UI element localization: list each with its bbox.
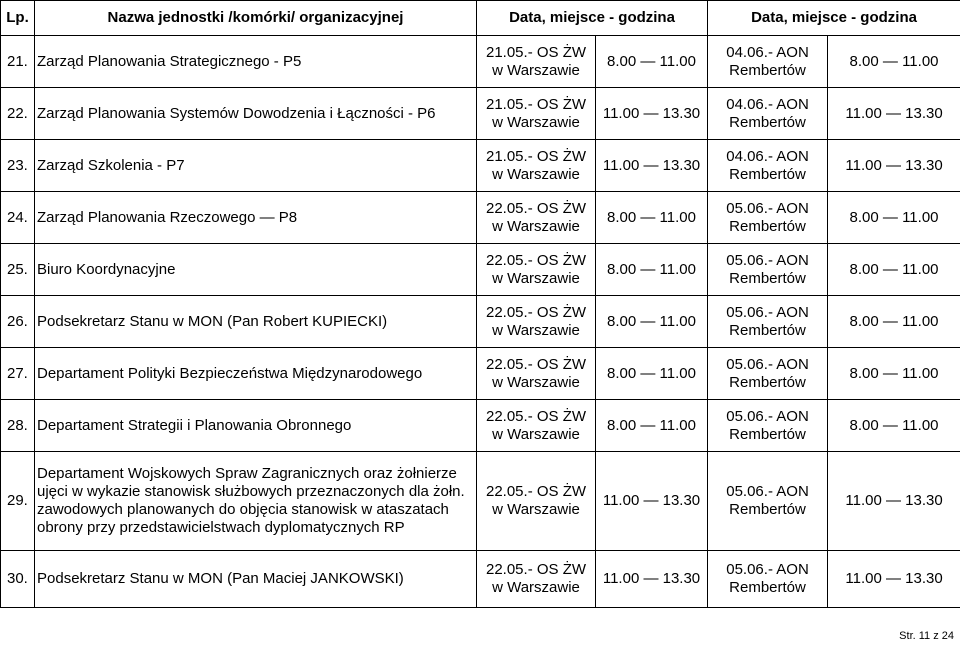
row-loc1-line2: w Warszawie: [492, 321, 580, 339]
row-loc2-line1: 04.06.- AON: [726, 43, 809, 61]
row-loc1: [477, 551, 596, 608]
row-lp: 25.: [1, 244, 35, 296]
row-name: Podsekretarz Stanu w MON (Pan Robert KUPIECKI): [35, 296, 477, 348]
row-loc1: [477, 140, 596, 192]
row-loc2: [708, 452, 828, 551]
row-loc1-line2: w Warszawie: [492, 373, 580, 391]
table-row: [1, 140, 960, 192]
row-loc2-line1: 05.06.- AON: [726, 199, 809, 217]
row-lp: 29.: [1, 452, 35, 551]
table-row: [1, 36, 960, 88]
row-loc1-line2: w Warszawie: [492, 425, 580, 443]
row-loc1-line1: 21.05.- OS ŻW: [485, 147, 587, 165]
row-time1: 11.00 — 13.30: [596, 88, 708, 140]
row-name: Zarząd Planowania Strategicznego - P5: [35, 36, 477, 88]
row-name: Departament Polityki Bezpieczeństwa Międzynarodowego: [35, 348, 477, 400]
row-time1: 11.00 — 13.30: [596, 140, 708, 192]
row-loc1: [477, 88, 596, 140]
row-loc2-line2: Rembertów: [729, 373, 806, 391]
row-loc2-line1: 05.06.- AON: [726, 407, 809, 425]
table-row: [1, 400, 960, 452]
row-loc1-line1: 21.05.- OS ŻW: [485, 43, 587, 61]
row-loc2-line2: Rembertów: [729, 321, 806, 339]
table-row: [1, 296, 960, 348]
row-time2: 8.00 — 11.00: [828, 36, 960, 88]
table-row: [1, 452, 960, 551]
row-time2: 8.00 — 11.00: [828, 296, 960, 348]
row-loc2-line2: Rembertów: [729, 61, 806, 79]
row-loc2-line2: Rembertów: [729, 113, 806, 131]
row-loc2: [708, 36, 828, 88]
row-loc2-line2: Rembertów: [729, 269, 806, 287]
row-loc1-line1: 22.05.- OS ŻW: [485, 303, 587, 321]
page-number: Str. 11 z 24: [899, 630, 954, 642]
row-loc1-line1: 22.05.- OS ŻW: [485, 483, 587, 500]
table-row: [1, 348, 960, 400]
row-lp: 27.: [1, 348, 35, 400]
row-name: Podsekretarz Stanu w MON (Pan Maciej JANKOWSKI): [35, 551, 477, 608]
row-loc1-line1: 22.05.- OS ŻW: [485, 199, 587, 217]
table-row: [1, 244, 960, 296]
row-loc2: [708, 192, 828, 244]
row-loc2-line1: 05.06.- AON: [726, 561, 809, 578]
row-time2: 8.00 — 11.00: [828, 192, 960, 244]
row-time1: 8.00 — 11.00: [596, 400, 708, 452]
row-loc2-line1: 05.06.- AON: [726, 303, 809, 321]
row-lp: 23.: [1, 140, 35, 192]
row-loc1-line2: w Warszawie: [492, 269, 580, 287]
row-loc1: [477, 244, 596, 296]
row-lp: 30.: [1, 551, 35, 608]
row-time1: 11.00 — 13.30: [596, 551, 708, 608]
row-lp: 22.: [1, 88, 35, 140]
row-name: Zarząd Planowania Rzeczowego — P8: [35, 192, 477, 244]
row-name: Departament Wojskowych Spraw Zagranicznych oraz żołnierze ujęci w wykazie stanowisk służbowych przeznaczonych dla żołn. zawodowych planowanych do objęcia stanowisk w ataszatach obrony przy przedstawicielstwach dyplomatycznych RP: [35, 452, 477, 551]
row-loc1: [477, 348, 596, 400]
row-loc1-line1: 22.05.- OS ŻW: [485, 561, 587, 578]
row-name: Zarząd Szkolenia - P7: [35, 140, 477, 192]
row-loc2-line1: 05.06.- AON: [726, 483, 809, 500]
row-loc2-line2: Rembertów: [729, 165, 806, 183]
row-loc2: [708, 551, 828, 608]
row-time1: 8.00 — 11.00: [596, 348, 708, 400]
row-time2: 8.00 — 11.00: [828, 400, 960, 452]
row-loc2: [708, 348, 828, 400]
header-lp: Lp.: [1, 1, 35, 36]
header-col-a: Data, miejsce - godzina: [477, 1, 708, 36]
row-loc1: [477, 452, 596, 551]
row-loc2: [708, 296, 828, 348]
row-loc1-line2: w Warszawie: [492, 165, 580, 183]
row-loc1-line2: w Warszawie: [492, 113, 580, 131]
row-loc2: [708, 88, 828, 140]
table-row: [1, 551, 960, 608]
row-lp: 26.: [1, 296, 35, 348]
row-time2: 11.00 — 13.30: [828, 551, 960, 608]
row-loc2-line1: 04.06.- AON: [726, 147, 809, 165]
row-loc2-line2: Rembertów: [729, 579, 806, 596]
row-lp: 24.: [1, 192, 35, 244]
row-loc1-line2: w Warszawie: [492, 579, 580, 596]
row-loc1: [477, 36, 596, 88]
header-name: Nazwa jednostki /komórki/ organizacyjnej: [35, 1, 477, 36]
row-loc2-line1: 05.06.- AON: [726, 355, 809, 373]
row-loc1-line2: w Warszawie: [492, 217, 580, 235]
row-time2: 11.00 — 13.30: [828, 88, 960, 140]
row-loc1-line1: 22.05.- OS ŻW: [485, 251, 587, 269]
header-col-b: Data, miejsce - godzina: [708, 1, 960, 36]
row-loc1: [477, 400, 596, 452]
row-lp: 21.: [1, 36, 35, 88]
row-loc2: [708, 244, 828, 296]
row-loc1-line2: w Warszawie: [492, 501, 580, 518]
row-loc2: [708, 400, 828, 452]
row-loc1: [477, 296, 596, 348]
header-row: [1, 1, 960, 36]
row-loc1: [477, 192, 596, 244]
row-loc2-line1: 05.06.- AON: [726, 251, 809, 269]
row-loc1-line2: w Warszawie: [492, 61, 580, 79]
row-loc1-line1: 22.05.- OS ŻW: [485, 407, 587, 425]
row-loc2-line2: Rembertów: [729, 425, 806, 443]
row-time1: 8.00 — 11.00: [596, 36, 708, 88]
row-time1: 8.00 — 11.00: [596, 244, 708, 296]
row-time2: 8.00 — 11.00: [828, 244, 960, 296]
row-name: Departament Strategii i Planowania Obronnego: [35, 400, 477, 452]
row-lp: 28.: [1, 400, 35, 452]
row-name: Zarząd Planowania Systemów Dowodzenia i Łączności - P6: [35, 88, 477, 140]
row-time2: 11.00 — 13.30: [828, 140, 960, 192]
row-name: Biuro Koordynacyjne: [35, 244, 477, 296]
row-loc2: [708, 140, 828, 192]
row-loc1-line1: 22.05.- OS ŻW: [485, 355, 587, 373]
row-time2: 8.00 — 11.00: [828, 348, 960, 400]
row-loc2-line1: 04.06.- AON: [726, 95, 809, 113]
row-time1: 8.00 — 11.00: [596, 192, 708, 244]
row-loc2-line2: Rembertów: [729, 501, 806, 518]
row-time2: 11.00 — 13.30: [828, 452, 960, 551]
row-loc1-line1: 21.05.- OS ŻW: [485, 95, 587, 113]
table-row: [1, 88, 960, 140]
row-loc2-line2: Rembertów: [729, 217, 806, 235]
table-row: [1, 192, 960, 244]
row-time1: 8.00 — 11.00: [596, 296, 708, 348]
row-time1: 11.00 — 13.30: [596, 452, 708, 551]
